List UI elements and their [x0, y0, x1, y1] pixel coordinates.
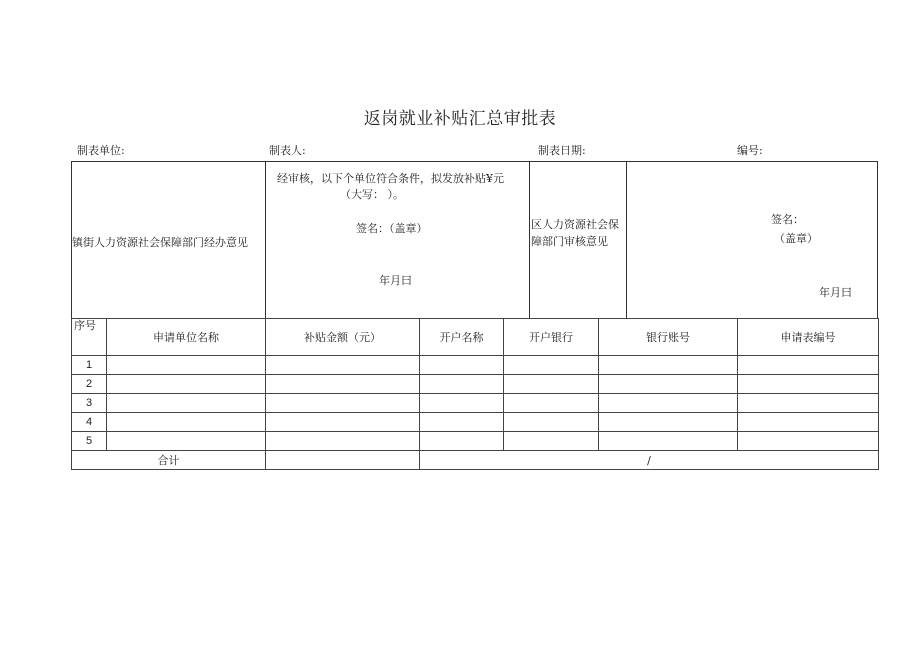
header-account-name: 开户名称	[420, 319, 504, 356]
total-label: 合计	[72, 451, 266, 470]
approval-divider-3	[626, 161, 627, 319]
table-cell	[266, 356, 420, 375]
approval-right-border	[877, 161, 878, 319]
table-cell	[599, 394, 738, 413]
maker-label: 制表人:	[269, 144, 306, 157]
total-row	[72, 451, 879, 470]
table-cell	[107, 356, 266, 375]
row-number: 4	[72, 413, 107, 432]
table-cell	[420, 356, 504, 375]
district-opinion-label: 区人力资源社会保障部门审核意见	[531, 218, 619, 248]
district-signature: 签名：	[771, 213, 804, 226]
table-cell	[599, 413, 738, 432]
district-date: 年月曰	[819, 286, 852, 299]
row-number: 2	[72, 375, 107, 394]
table-row	[72, 375, 879, 394]
header-unit-name: 申请单位名称	[107, 319, 266, 356]
table-cell	[504, 356, 599, 375]
table-cell	[420, 413, 504, 432]
town-signature: 签名：（盖章）	[356, 222, 428, 235]
town-opinion-text-1: 经审核，以下个单位符合条件，拟发放补贴¥元	[277, 172, 504, 185]
table-cell	[504, 413, 599, 432]
table-cell	[107, 432, 266, 451]
header-seq: 序号	[72, 319, 107, 356]
table-cell	[107, 413, 266, 432]
table-cell	[420, 394, 504, 413]
approval-divider-1	[265, 161, 266, 319]
town-opinion-text-2: （大写： ）。	[340, 188, 404, 201]
table-cell	[107, 394, 266, 413]
total-slash: /	[420, 451, 879, 470]
unit-label: 制表单位:	[77, 144, 125, 157]
table-cell	[107, 375, 266, 394]
town-date: 年月曰	[379, 274, 412, 287]
row-number: 3	[72, 394, 107, 413]
table-cell	[504, 432, 599, 451]
town-opinion-label: 镇街人力资源社会保障部门经办意见	[72, 236, 248, 249]
table-cell	[738, 413, 879, 432]
row-number: 1	[72, 356, 107, 375]
table-cell	[420, 432, 504, 451]
table-cell	[599, 432, 738, 451]
table-cell	[504, 375, 599, 394]
table-row	[72, 413, 879, 432]
table-cell	[738, 394, 879, 413]
table-row	[72, 394, 879, 413]
page-title: 返岗就业补贴汇总审批表	[363, 109, 557, 129]
approval-top-border	[71, 161, 878, 162]
total-amount-cell	[266, 451, 420, 470]
header-bank: 开户银行	[504, 319, 599, 356]
table-row	[72, 432, 879, 451]
table-cell	[266, 375, 420, 394]
table-cell	[266, 394, 420, 413]
district-seal: （盖章）	[774, 232, 818, 245]
table-row	[72, 356, 879, 375]
subsidy-table	[71, 318, 879, 470]
table-cell	[266, 413, 420, 432]
table-header-row	[72, 319, 879, 356]
table-cell	[599, 375, 738, 394]
header-account-number: 银行账号	[599, 319, 738, 356]
table-cell	[266, 432, 420, 451]
table-cell	[420, 375, 504, 394]
table-cell	[738, 432, 879, 451]
header-form-number: 申请表编号	[738, 319, 879, 356]
header-amount: 补贴金额（元）	[266, 319, 420, 356]
number-label: 编号:	[737, 144, 763, 157]
row-number: 5	[72, 432, 107, 451]
table-cell	[599, 356, 738, 375]
table-cell	[738, 356, 879, 375]
approval-divider-2	[529, 161, 530, 319]
date-label: 制表日期:	[538, 144, 586, 157]
table-cell	[738, 375, 879, 394]
table-cell	[504, 394, 599, 413]
